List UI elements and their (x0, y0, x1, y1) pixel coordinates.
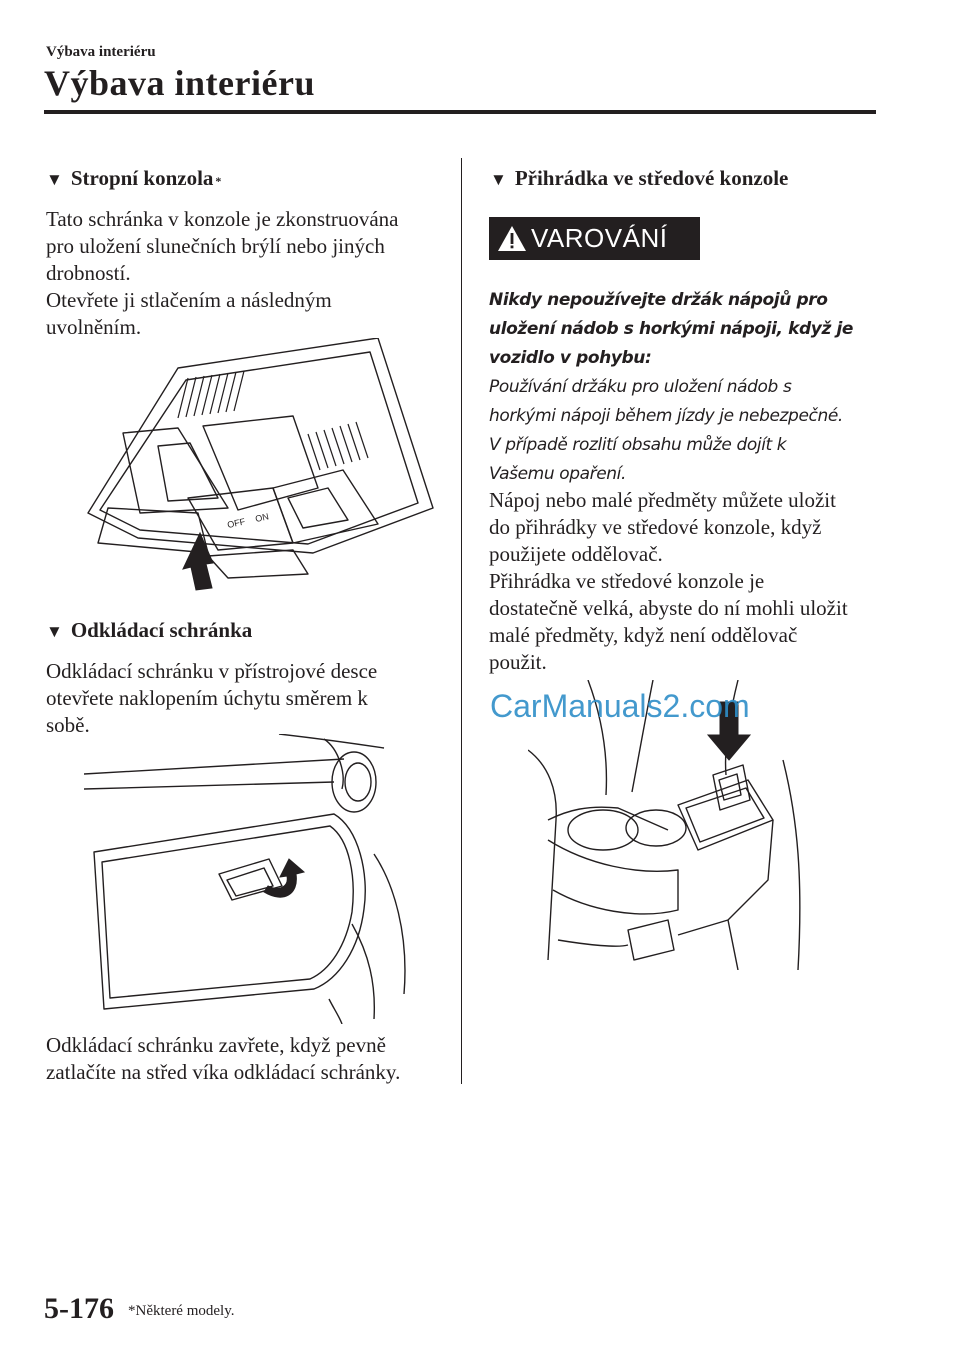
glove-box-open-text (46, 658, 377, 739)
overhead-console-text (46, 206, 399, 341)
warning-label: VAROVÁNÍ (531, 223, 668, 253)
warning-italic-line: Používání držáku pro uložení nádob s (489, 377, 792, 397)
text-line: malé předměty, když není oddělovač (489, 623, 798, 647)
heading-text: Přihrádka ve středové konzole (514, 166, 789, 190)
text-line: Přihrádka ve středové konzole je (489, 569, 765, 593)
watermark: CarManuals2.com (490, 688, 750, 724)
text-line: dostatečně velká, abyste do ní mohli uložit (489, 596, 848, 620)
text-line: sobě. (46, 713, 90, 737)
text-line: pro uložení slunečních brýlí nebo jiných (46, 234, 385, 258)
switch-on-label: ON (254, 511, 270, 524)
warning-banner (489, 217, 700, 260)
text-line: použit. (489, 650, 547, 674)
heading-text: Stropní konzola (70, 166, 214, 190)
warning-bold-line: Nikdy nepoužívejte držák nápojů pro (489, 290, 828, 310)
header-rule (44, 110, 876, 114)
warning-italic-line: horkými nápoji během jízdy je nebezpečné. (489, 406, 843, 426)
glove-box-close-text (46, 1032, 400, 1086)
warning-triangle-icon (497, 225, 527, 252)
glove-box-illustration (84, 734, 414, 1024)
footnote: *Některé modely. (128, 1303, 235, 1319)
section-heading-glove-box (46, 618, 252, 643)
switch-off-label: OFF (226, 516, 247, 530)
chapter-title: Výbava interiéru (44, 63, 315, 103)
pull-arrow-icon (264, 859, 304, 897)
text-line: Tato schránka v konzole je zkonstruována (46, 207, 399, 231)
warning-body (489, 286, 853, 489)
text-line: Odkládací schránku v přístrojové desce (46, 659, 378, 683)
text-line: zatlačíte na střed víka odkládací schránky. (46, 1060, 401, 1084)
text-line: Otevřete ji stlačením a následným (46, 288, 332, 312)
triangle-marker-icon: ▼ (46, 622, 63, 641)
warning-bold-line: vozidlo v pohybu: (489, 348, 652, 368)
triangle-marker-icon: ▼ (46, 170, 63, 189)
triangle-marker-icon: ▼ (490, 170, 507, 189)
text-line: použijete oddělovač. (489, 542, 663, 566)
text-line: Nápoj nebo malé předměty můžete uložit (489, 488, 836, 512)
warning-italic-line: V případě rozlití obsahu může dojít k (489, 435, 787, 455)
text-line: drobností. (46, 261, 131, 285)
column-divider (461, 158, 462, 1084)
page-number: 5-176 (44, 1292, 114, 1325)
warning-italic-line: Vašemu opaření. (489, 464, 626, 484)
footnote-asterisk: * (215, 174, 222, 188)
overhead-console-illustration (78, 338, 438, 598)
section-heading-overhead-console (46, 166, 221, 191)
section-heading-center-console (490, 166, 788, 191)
warning-bold-line: uložení nádob s horkými nápoji, když je (489, 319, 854, 339)
text-line: Odkládací schránku zavřete, když pevně (46, 1033, 386, 1057)
breadcrumb: Výbava interiéru (46, 44, 156, 60)
text-line: do přihrádky ve středové konzole, když (489, 515, 822, 539)
heading-text: Odkládací schránka (70, 618, 253, 642)
center-console-text (489, 487, 848, 676)
text-line: otevřete naklopením úchytu směrem k (46, 686, 368, 710)
text-line: uvolněním. (46, 315, 142, 339)
